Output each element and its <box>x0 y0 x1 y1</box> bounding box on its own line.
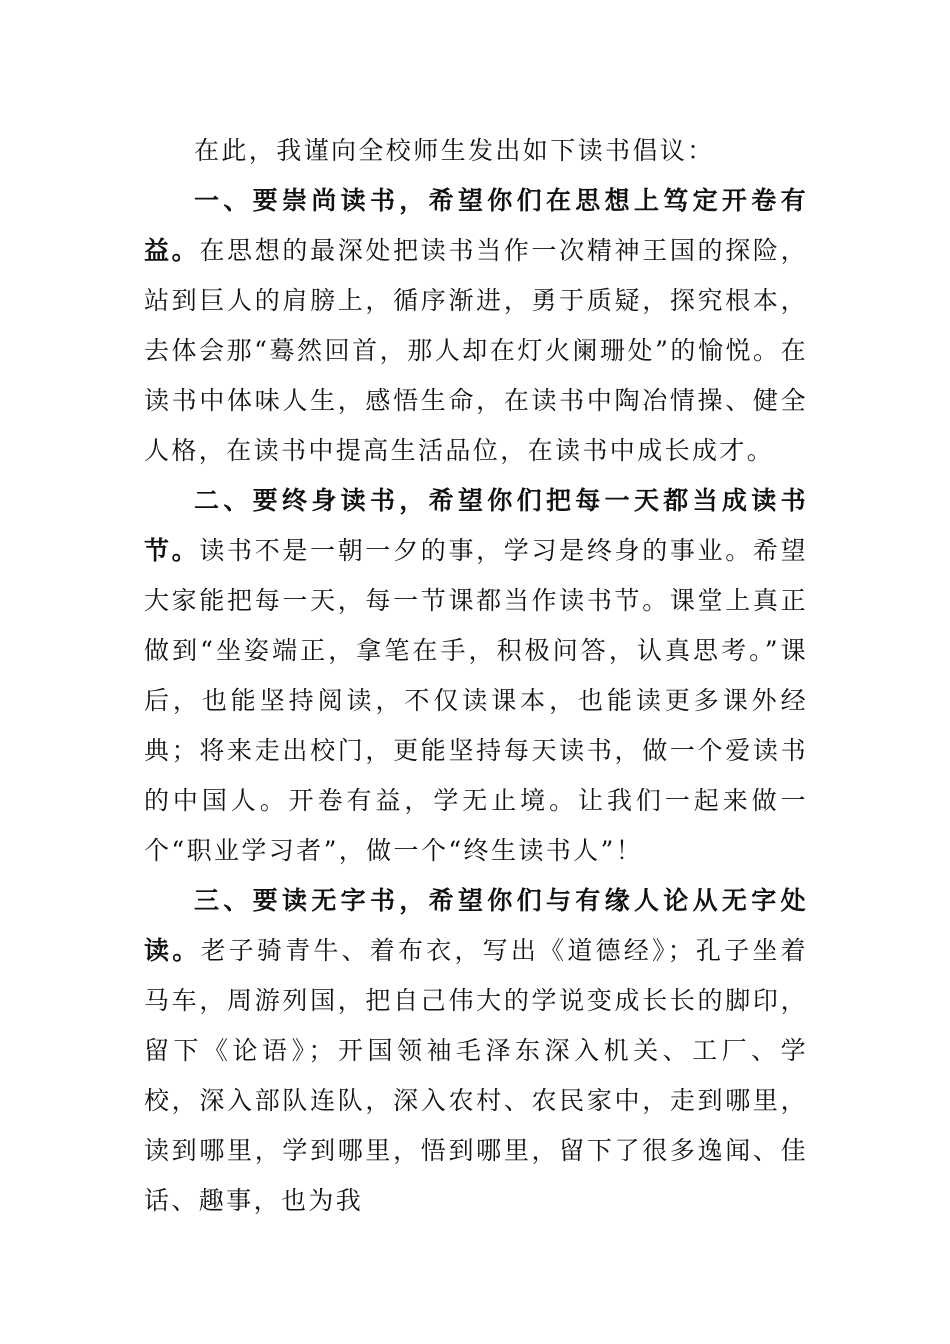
proposal-one-text: 在思想的最深处把读书当作一次精神王国的探险，站到巨人的肩膀上，循序渐进，勇于质疑，探究根本，去体会那“蓦然回首，那人却在灯火阑珊处”的愉悦。在读书中体味人生，感悟生命，在读书中陶冶情操、健全人格，在读书中提高生活品位，在读书中成长成才。 <box>144 236 808 465</box>
document-body <box>144 126 808 1226</box>
proposal-one-heading: 一、要崇尚读书，希望你们在思想上笃定开卷有益。 <box>144 186 808 265</box>
paragraph-intro-text: 在此，我谨向全校师生发出如下读书倡议： <box>194 136 715 165</box>
paragraph-proposal-one <box>144 176 808 476</box>
proposal-three-text: 老子骑青牛、着布衣，写出《道德经》；孔子坐着马车，周游列国，把自己伟大的学说变成长长的脚印，留下《论语》；开国领袖毛泽东深入机关、工厂、学校，深入部队连队，深入农村、农民家中，走到哪里，读到哪里，学到哪里，悟到哪里，留下了很多逸闻、佳话、趣事，也为我 <box>144 936 808 1215</box>
paragraph-proposal-two <box>144 476 808 876</box>
proposal-three-heading: 三、要读无字书，希望你们与有缘人论从无字处读。 <box>144 886 808 965</box>
proposal-two-text: 读书不是一朝一夕的事，学习是终身的事业。希望大家能把每一天，每一节课都当作读书节。课堂上真正做到“坐姿端正，拿笔在手，积极问答，认真思考。”课后，也能坚持阅读，不仅读课本，也能读更多课外经典；将来走出校门，更能坚持每天读书，做一个爱读书的中国人。开卷有益，学无止境。让我们一起来做一个“职业学习者”，做一个“终生读书人”！ <box>144 536 808 865</box>
paragraph-intro <box>144 126 808 176</box>
paragraph-proposal-three <box>144 876 808 1226</box>
proposal-two-heading: 二、要终身读书，希望你们把每一天都当成读书节。 <box>144 486 808 565</box>
